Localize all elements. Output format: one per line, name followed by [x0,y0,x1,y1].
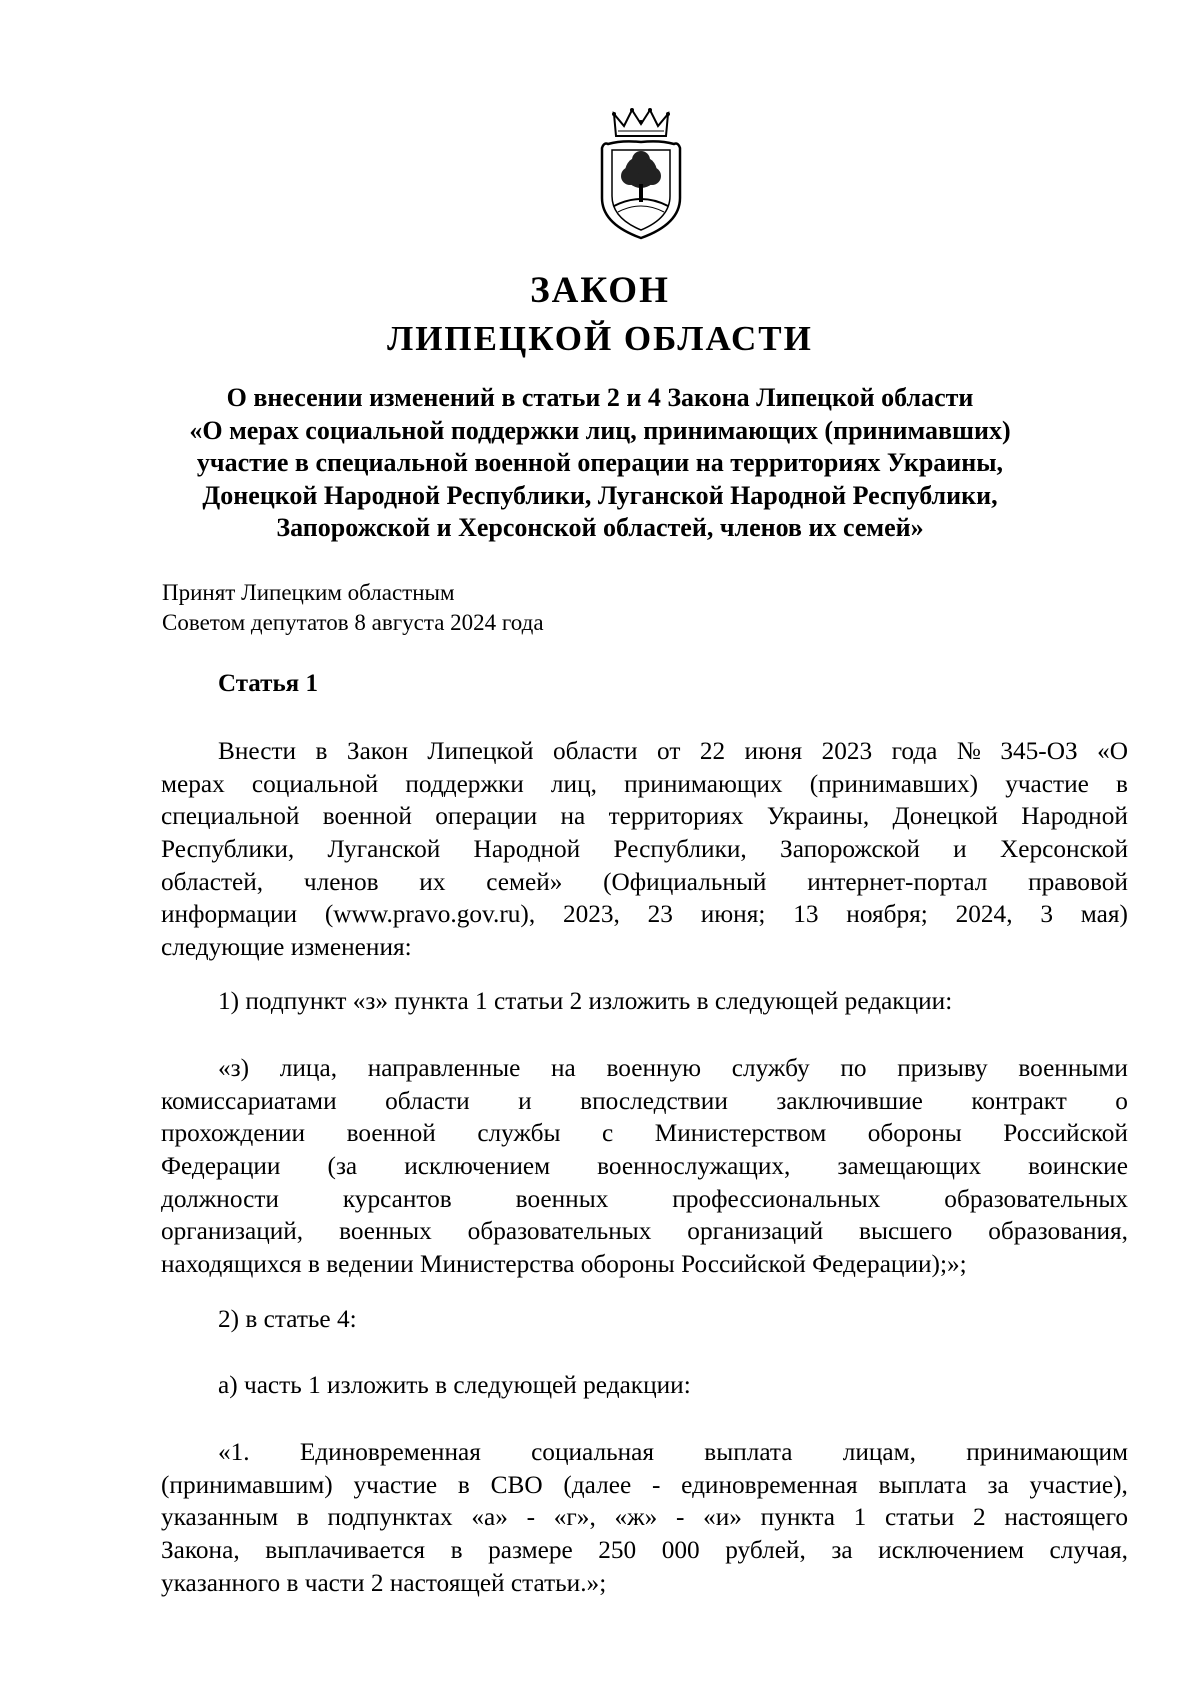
word: и [953,835,967,864]
subject-line: Донецкой Народной Республики, Луганской Народной Республики, [202,480,998,510]
word: 250 [598,1536,637,1565]
adoption-line: Принят Липецким областным [162,580,455,605]
item-2a: а) часть 1 изложить в следующей редакции: [218,1371,691,1399]
word: военнослужащих, [597,1152,791,1181]
article-heading: Статья 1 [218,670,318,697]
word: 23 [647,900,673,929]
word: участие), [1029,1470,1128,1499]
word: военных [339,1217,432,1246]
word: за [831,1536,853,1565]
word: службу [731,1054,810,1082]
subject-line: «О мерах социальной поддержки лиц, принимающих (принимавших) [189,415,1011,445]
word: курсантов [342,1184,452,1213]
word: находящихся [161,1250,309,1279]
word: рублей, [725,1536,806,1565]
paragraph-amendment-intro [161,735,1128,964]
word: Донецкой [892,802,998,831]
word: Луганской [327,835,441,864]
word: 22 [699,737,726,765]
word: образовательных [467,1217,652,1246]
word: следующие [161,933,291,962]
word: единовременная [681,1470,858,1499]
word: выплата [704,1438,793,1466]
word: 1 [853,1503,867,1532]
word: пункта [760,1503,835,1532]
justified-line [161,1117,1128,1150]
word: участие [353,1470,438,1499]
word: Республики, [161,835,295,864]
word: социальная [531,1438,655,1466]
word: настоящей [389,1568,511,1597]
word: исключением [878,1536,1024,1565]
law-subject [140,382,1060,545]
paragraph-last-line [161,1567,1128,1600]
word: в [315,737,328,765]
word: (принимавших) [809,769,979,798]
word: (Официальный [603,867,767,896]
word: на [560,802,586,831]
justified-line [161,1085,1128,1118]
word: указанного [161,1568,287,1597]
word: Федерации [161,1152,281,1181]
word: «а» [471,1503,508,1532]
word: в [308,1250,327,1279]
word: июня; [700,900,766,929]
justified-line [161,833,1128,866]
word: в [1116,769,1128,798]
word: в [296,1503,309,1532]
word: службы [477,1119,561,1148]
subject-line: Запорожской и Херсонской областей, членов их семей» [276,513,924,543]
word: информации [161,900,298,929]
item-1: 1) подпункт «з» пункта 1 статьи 2 изложить в следующей редакции: [218,987,953,1015]
word: профессиональных [672,1184,881,1213]
word: территориях [608,802,744,831]
word: в [450,1536,463,1565]
word: статьи.»; [510,1568,607,1597]
word: социальной [251,769,379,798]
word: Закона, [161,1536,240,1565]
word: принимающих [624,769,783,798]
word: контракт [971,1086,1067,1115]
law-title: ЗАКОН [530,270,670,311]
subject-line: участие в специальной военной операции на территориях Украины, [196,448,1004,478]
word: настоящего [1004,1503,1128,1532]
word: военной [322,802,412,831]
word: принимающим [966,1438,1128,1466]
word: 13 [793,900,819,929]
word: о [1115,1086,1128,1115]
word: их [419,867,446,896]
word: исключением [404,1152,551,1181]
word: от [657,737,681,765]
word: Внести [218,737,297,765]
word: Федерации);»; [812,1250,967,1279]
justified-line [161,1469,1128,1502]
adoption-note [162,578,544,638]
word: 2 [973,1503,986,1532]
word: года [891,737,938,765]
word: указанным [161,1503,279,1532]
word: Министерства [420,1250,581,1279]
word: размере [488,1536,573,1565]
item-2: 2) в статье 4: [218,1305,357,1333]
word: военных [515,1184,609,1213]
word: лицам, [842,1438,916,1466]
law-region-title: ЛИПЕЦКОЙ ОБЛАСТИ [387,319,813,358]
word: военной [346,1119,436,1148]
word: Российской [1003,1119,1128,1148]
word: призыву [897,1054,988,1082]
word: - [675,1503,685,1532]
word: статьи [885,1503,955,1532]
word: (принимавшим) [161,1470,333,1499]
word: выплачивается [265,1536,426,1565]
word: военную [606,1054,702,1082]
word: 2 [370,1568,390,1597]
word: по [840,1054,867,1082]
word: в [457,1470,470,1499]
word: обороны [580,1250,682,1279]
word: «з) [218,1054,250,1082]
word: организаций [687,1217,824,1246]
word: 2024, [955,900,1013,929]
word: - [651,1470,661,1499]
word: участие [1005,769,1089,798]
word: (за [327,1152,358,1181]
word: должности [161,1184,279,1213]
justified-line [161,1534,1128,1567]
word: правовой [1028,867,1128,896]
word: обороны [867,1119,962,1148]
word: на [551,1054,576,1082]
paragraph-item-1-text [161,1052,1128,1281]
word: (www.pravo.gov.ru), [324,900,536,929]
word: лиц, [550,769,597,798]
word: лица, [279,1054,338,1082]
word: области [385,1086,470,1115]
word: воинские [1028,1152,1128,1181]
justified-line [161,1436,1128,1469]
paragraph-last-line [161,931,1128,964]
word: 3 [1040,900,1053,929]
word: направленные [367,1054,521,1082]
word: Народной [473,835,581,864]
word: операции [435,802,538,831]
word: областей, [161,867,264,896]
word: Российской [681,1250,813,1279]
word: с [602,1119,614,1148]
word: и [518,1086,532,1115]
justified-line [161,1150,1128,1183]
word: Министерством [654,1119,827,1148]
word: части [304,1568,371,1597]
word: специальной [161,802,300,831]
word: Липецкой [427,737,534,765]
word: (далее [563,1470,632,1499]
justified-line [161,1052,1128,1085]
word: за [987,1470,1009,1499]
paragraph-last-line [161,1248,1128,1281]
word: членов [303,867,379,896]
word: выплата [878,1470,967,1499]
word: Херсонской [1000,835,1128,864]
word: 2023 [821,737,873,765]
word: июня [744,737,803,765]
word: образования, [988,1217,1128,1246]
justified-line [161,800,1128,833]
word: ноября; [846,900,928,929]
adoption-line: Советом депутатов 8 августа 2024 года [162,610,544,635]
word: поддержки [405,769,524,798]
paragraph-item-2a-text [161,1436,1128,1599]
word: 2023, [562,900,620,929]
word: Запорожской [780,835,920,864]
word: случая, [1049,1536,1128,1565]
word: «О [1097,737,1128,765]
word: комиссариатами [161,1086,337,1115]
justified-line [161,1501,1128,1534]
word: организаций, [161,1217,304,1246]
justified-line [161,768,1128,801]
word: прохождении [161,1119,306,1148]
word: Единовременная [299,1438,481,1466]
word: впоследствии [580,1086,728,1115]
word: мерах [161,769,225,798]
word: мая) [1080,900,1128,929]
word: Народной [1021,802,1128,831]
word: заключившие [776,1086,923,1115]
justified-line [161,866,1128,899]
word: изменения: [290,933,412,962]
word: 345-ОЗ [1000,737,1078,765]
word: СВО [490,1470,543,1499]
word: Республики, [613,835,747,864]
word: интернет-портал [807,867,988,896]
coat-of-arms-icon [594,106,688,242]
justified-line [161,1183,1128,1216]
word: военными [1018,1054,1128,1082]
word: высшего [859,1217,953,1246]
word: образовательных [944,1184,1128,1213]
word: «1. [218,1438,250,1466]
word: Закон [346,737,408,765]
word: в [286,1568,305,1597]
word: области [553,737,638,765]
word: Украины, [766,802,870,831]
justified-line [161,735,1128,768]
justified-line [161,1215,1128,1248]
word: подпунктах [327,1503,453,1532]
word: ведении [326,1250,421,1279]
word: № [956,737,981,765]
word: «ж» [614,1503,658,1532]
word: замещающих [837,1152,982,1181]
word: «г», [553,1503,596,1532]
justified-line [161,898,1128,931]
word: семей» [486,867,563,896]
word: - [526,1503,536,1532]
subject-line: О внесении изменений в статьи 2 и 4 Закона Липецкой области [226,383,974,412]
word: 000 [661,1536,700,1565]
word: «и» [703,1503,742,1532]
